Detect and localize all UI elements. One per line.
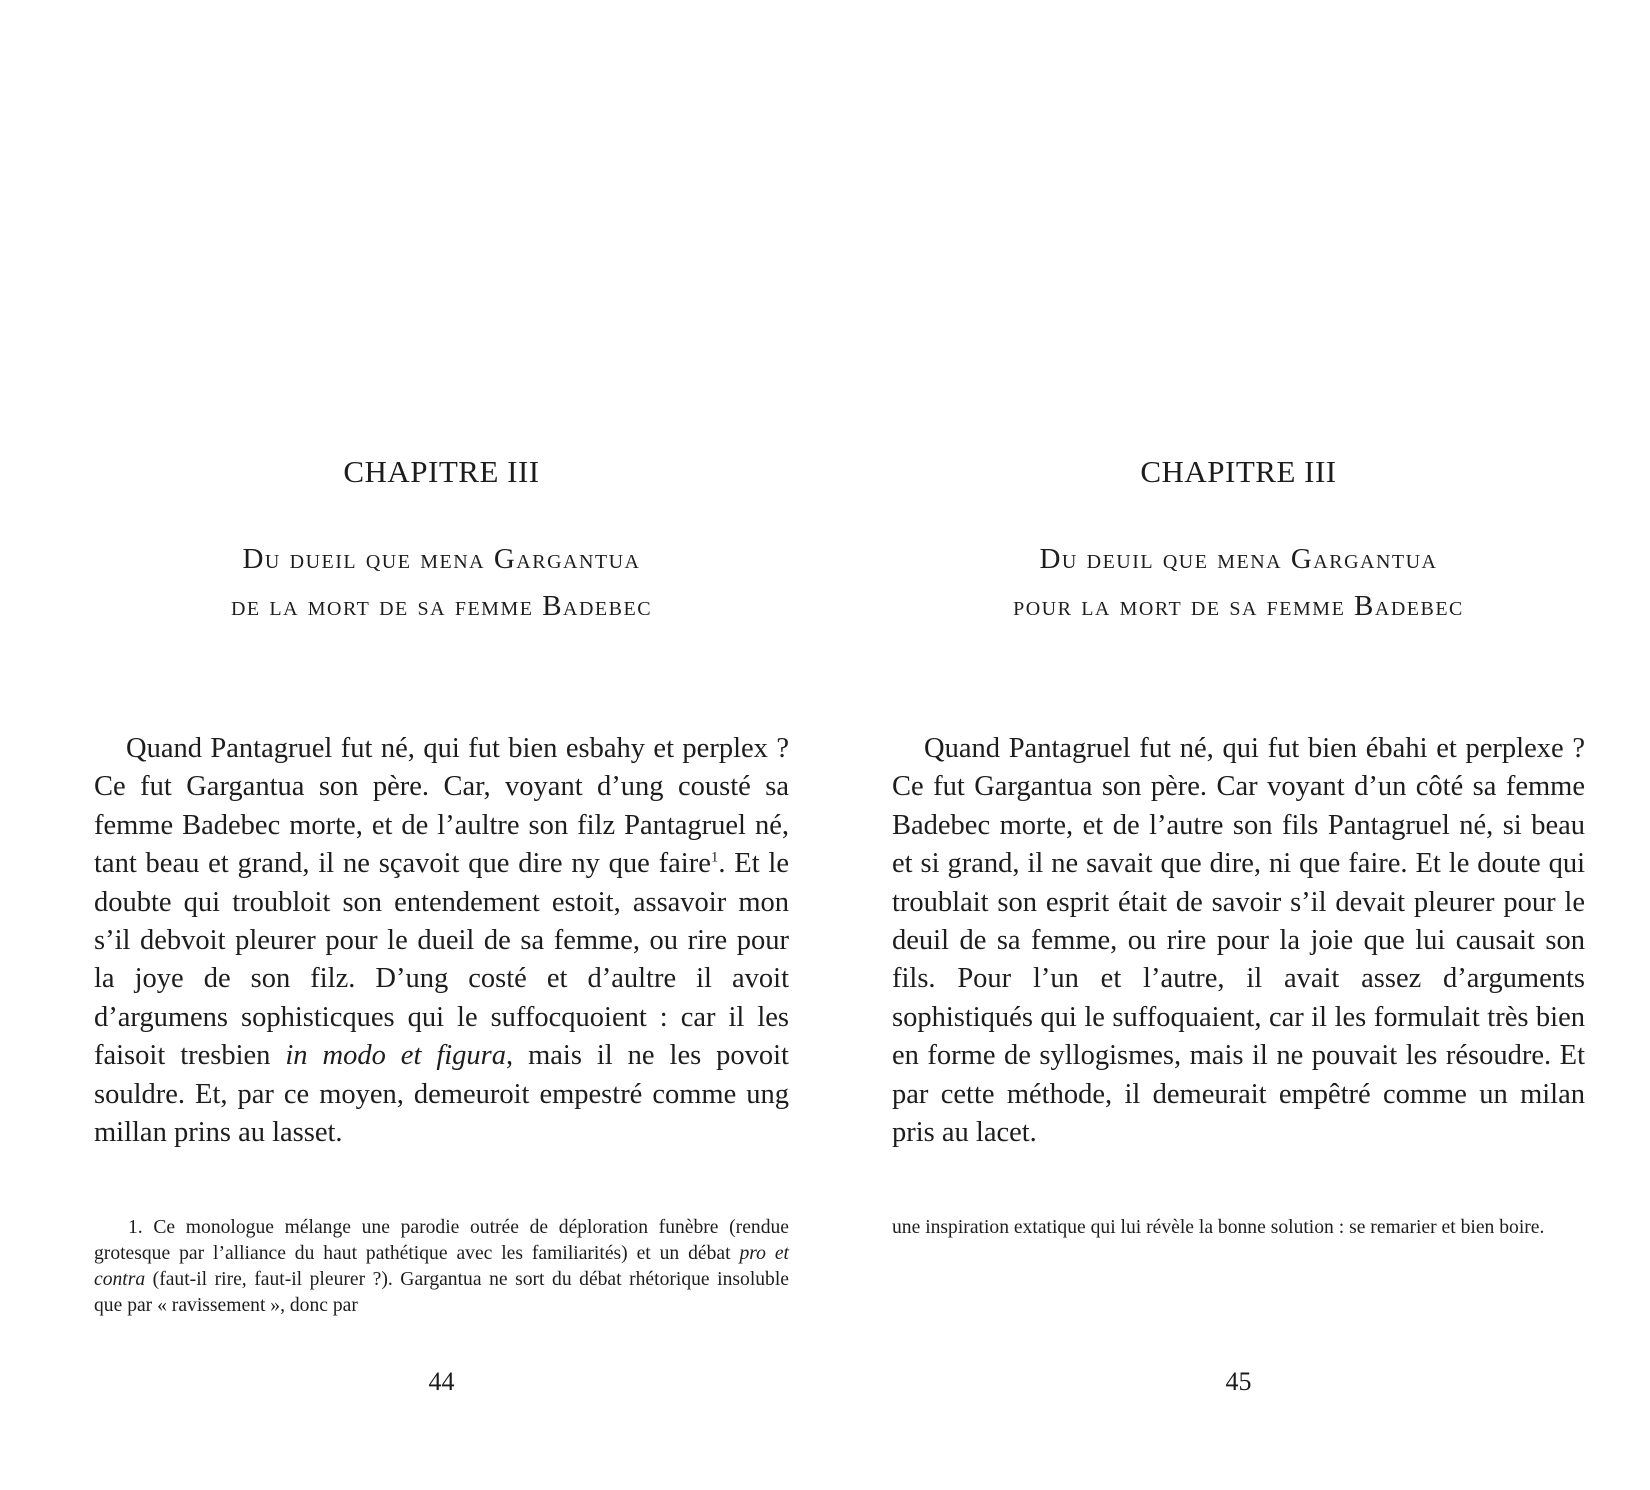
page-number: 44 [428,1367,455,1396]
body-italic-phrase: in modo et figura [285,1040,506,1072]
chapter-title [892,536,1585,630]
body-text-part-2: . Et le doubte qui troubloit son entendement estoit, assavoir mon s’il debvoit pleurer pour le dueil de sa femme, ou rire pour la joye de son filz. D’ung costé et d’aultre il avoit d’argumens sophisticques qui le suffocquoient : car il les faisoit tresbien [94,848,789,1072]
right-page [892,0,1585,1490]
footnote [94,1215,789,1319]
footnote-text-part-2: (faut-il rire, faut-il pleurer ?). Gargantua ne sort du débat rhétorique insoluble que par « ravissement », donc par [94,1269,789,1316]
footnote-continuation: une inspiration extatique qui lui révèle la bonne solution : se remarier et bien boire. [892,1217,1545,1238]
footnote-text-part-1: 1. Ce monologue mélange une parodie outrée de déploration funèbre (rendue grotesque par l’alliance du haut pathétique avec les familiarités) et un débat [94,1217,789,1264]
chapter-number: CHAPITRE III [343,454,540,489]
footnote-marker[interactable]: 1 [710,849,719,866]
body-paragraph [94,730,789,1152]
chapter-title-line-1: Du dueil que mena Gargantua [242,543,641,575]
page-number: 45 [1225,1367,1252,1396]
chapter-title-line-2: pour la mort de sa femme Badebec [1013,590,1464,622]
left-page [94,0,789,1490]
body-text-part-1: Quand Pantagruel fut né, qui fut bien esbahy et perplex ? Ce fut Gargantua son père. Car, voyant d’ung cousté sa femme Badebec morte, et de l’aultre son filz Pantagruel né, tant beau et grand, il ne sçavoit que dire ny que faire [94,733,789,880]
chapter-number: CHAPITRE III [1140,454,1337,489]
body-paragraph: Quand Pantagruel fut né, qui fut bien ébahi et perplexe ? Ce fut Gargantua son père. Car voyant d’un côté sa femme Badebec morte, et de l’autre son fils Pantagruel né, si beau et si grand, il ne savait que dire, ni que faire. Et le doute qui troublait son esprit était de savoir s’il devait pleurer pour le deuil de sa femme, ou rire pour la joie que lui causait son fils. Pour l’un et l’autre, il avait assez d’arguments sophistiqués qui le suffoquaient, car il les formulait très bien en forme de syllogismes, mais il ne pouvait les résoudre. Et par cette méthode, il demeurait empêtré comme un milan pris au lacet. [892,733,1585,1149]
body-text-part-3: , mais il ne les povoit souldre. Et, par ce moyen, demeuroit empestré comme ung millan prins au lasset. [94,1040,789,1149]
footnote-italic-phrase: pro et contra [94,1243,789,1290]
chapter-title [94,536,789,630]
chapter-title-line-1: Du deuil que mena Gargantua [1039,543,1438,575]
chapter-title-line-2: de la mort de sa femme Badebec [230,590,653,622]
